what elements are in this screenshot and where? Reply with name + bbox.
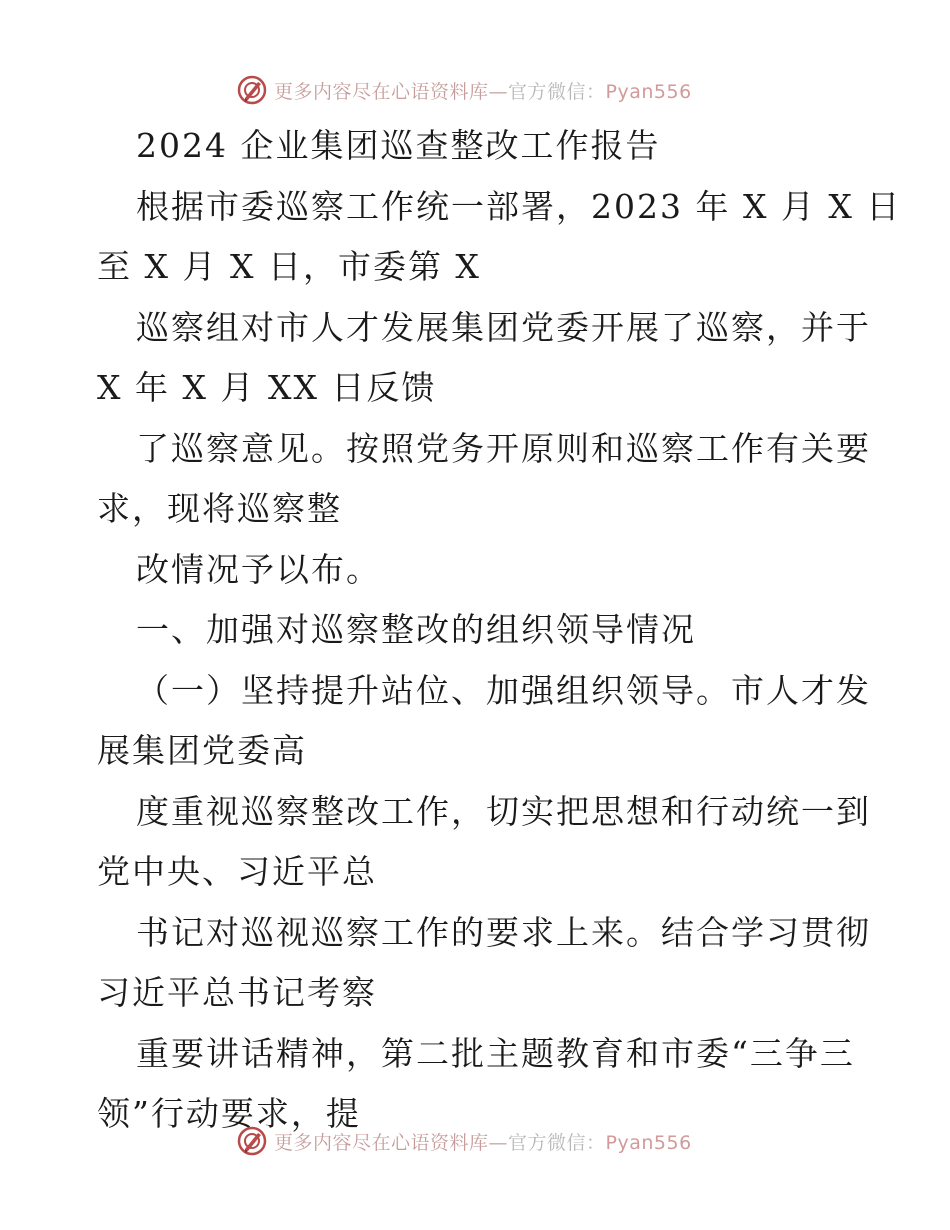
watermark-official-label: 官方微信： xyxy=(508,80,606,103)
footer-watermark xyxy=(236,1124,692,1158)
paragraph-line: 改情况予以布。 xyxy=(136,549,381,589)
watermark-dash: — xyxy=(488,1131,509,1154)
paragraph-line: 巡察组对市人才发展集团党委开展了巡察，并于 xyxy=(136,307,871,347)
section-heading: 一、加强对巡察整改的组织领导情况 xyxy=(136,610,696,649)
document-body xyxy=(97,116,902,1145)
watermark-official-label: 官方微信： xyxy=(508,1131,606,1154)
header-watermark xyxy=(236,73,692,107)
watermark-wechat-id: Pyan556 xyxy=(605,1131,692,1154)
document-title: 2024 企业集团巡查整改工作报告 xyxy=(136,126,661,165)
watermark-dash: — xyxy=(488,80,509,103)
paragraph-line: （一）坚持提升站位、加强组织领导。市人才发 xyxy=(136,670,871,710)
brand-logo-icon xyxy=(236,1125,268,1157)
paragraph-line: 党中央、习近平总 xyxy=(97,852,377,891)
brand-logo-icon xyxy=(236,74,268,106)
paragraph-line: 书记对巡视巡察工作的要求上来。结合学习贯彻 xyxy=(136,912,871,952)
watermark-wechat-id: Pyan556 xyxy=(605,80,692,103)
paragraph-line: 习近平总书记考察 xyxy=(97,973,377,1012)
paragraph-line: 根据市委巡察工作统一部署，2023 年 X 月 X 日 xyxy=(136,186,902,226)
paragraph-line: 展集团党委高 xyxy=(97,731,307,770)
paragraph-line: 重要讲话精神，第二批主题教育和市委“三争三 xyxy=(136,1033,855,1073)
watermark-text xyxy=(274,77,692,104)
paragraph-line: 了巡察意见。按照党务开原则和巡察工作有关要 xyxy=(136,428,871,468)
watermark-text xyxy=(274,1128,692,1155)
watermark-brand: 更多内容尽在心语资料库 xyxy=(274,1131,489,1154)
paragraph-line: 求，现将巡察整 xyxy=(97,489,342,528)
paragraph-line: X 年 X 月 XX 日反馈 xyxy=(97,368,437,407)
paragraph-line: 至 X 月 X 日，市委第 X xyxy=(97,247,481,286)
paragraph-line: 度重视巡察整改工作，切实把思想和行动统一到 xyxy=(136,791,871,831)
paragraph-line: 领”行动要求，提 xyxy=(97,1094,361,1133)
watermark-brand: 更多内容尽在心语资料库 xyxy=(274,80,489,103)
